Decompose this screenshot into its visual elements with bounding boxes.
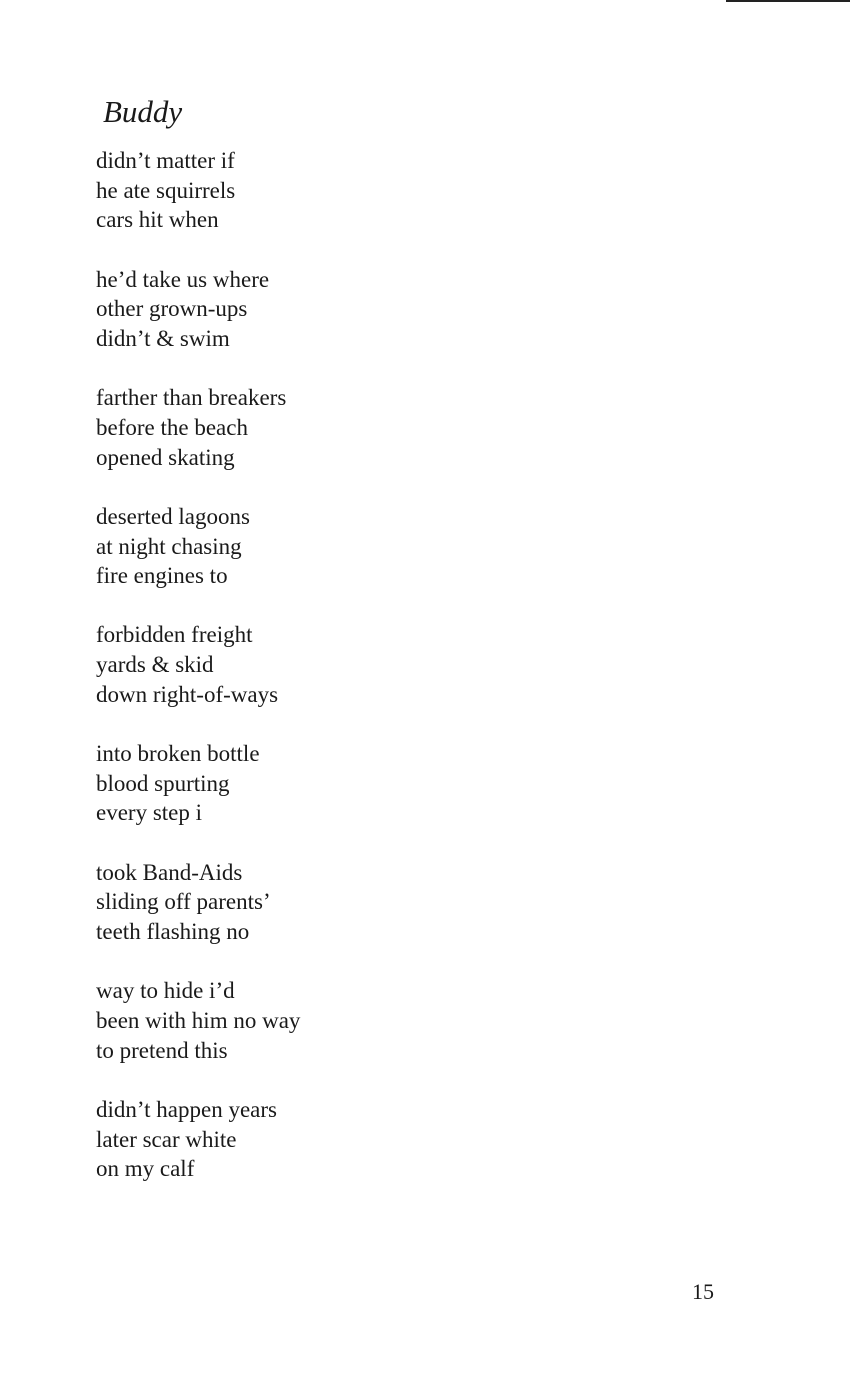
top-rule [726,0,850,2]
stanza [96,265,516,354]
poem-title: Buddy [103,94,183,129]
poem-line: didn’t matter if [96,148,235,173]
poem-line: way to hide i’d [96,978,235,1004]
poem-line: at night chasing [96,533,242,559]
stanza [96,858,516,947]
poem-line: blood spurting [96,770,230,796]
stanza [96,383,516,472]
stanza [96,146,516,235]
poem [96,92,516,1213]
poem-line: down right-of-ways [96,681,279,707]
poem-line: before the beach [96,414,248,440]
poem-line: deserted lagoons [96,503,250,529]
poem-line: opened skating [96,444,235,470]
poem-line: other grown-ups [96,296,248,322]
stanza [96,976,516,1065]
poem-line: been with him no way [96,1007,301,1033]
poem-line: cars hit when [96,207,219,233]
poem-line: later scar white [96,1126,237,1152]
stanza [96,620,516,709]
poem-line: into broken bottle [96,741,260,767]
poem-line: sliding off parents’ [96,889,271,915]
poem-line: on my calf [96,1156,195,1182]
poem-line: took Band-Aids [96,859,243,885]
stanza [96,739,516,828]
poem-line: farther than breakers [96,385,287,411]
poem-line: didn’t & swim [96,326,230,352]
poem-line: he’d take us where [96,266,270,292]
poem-line: forbidden freight [96,622,253,648]
page-number: 15 [692,1279,714,1304]
stanza [96,502,516,591]
poem-line: every step i [96,800,203,826]
poem-line: yards & skid [96,652,214,678]
poem-line: didn’t happen years [96,1096,277,1122]
poem-line: teeth flashing no [96,919,250,945]
poem-line: fire engines to [96,563,228,589]
poem-line: to pretend this [96,1037,228,1063]
stanza [96,1095,516,1184]
poem-line: he ate squirrels [96,177,236,203]
